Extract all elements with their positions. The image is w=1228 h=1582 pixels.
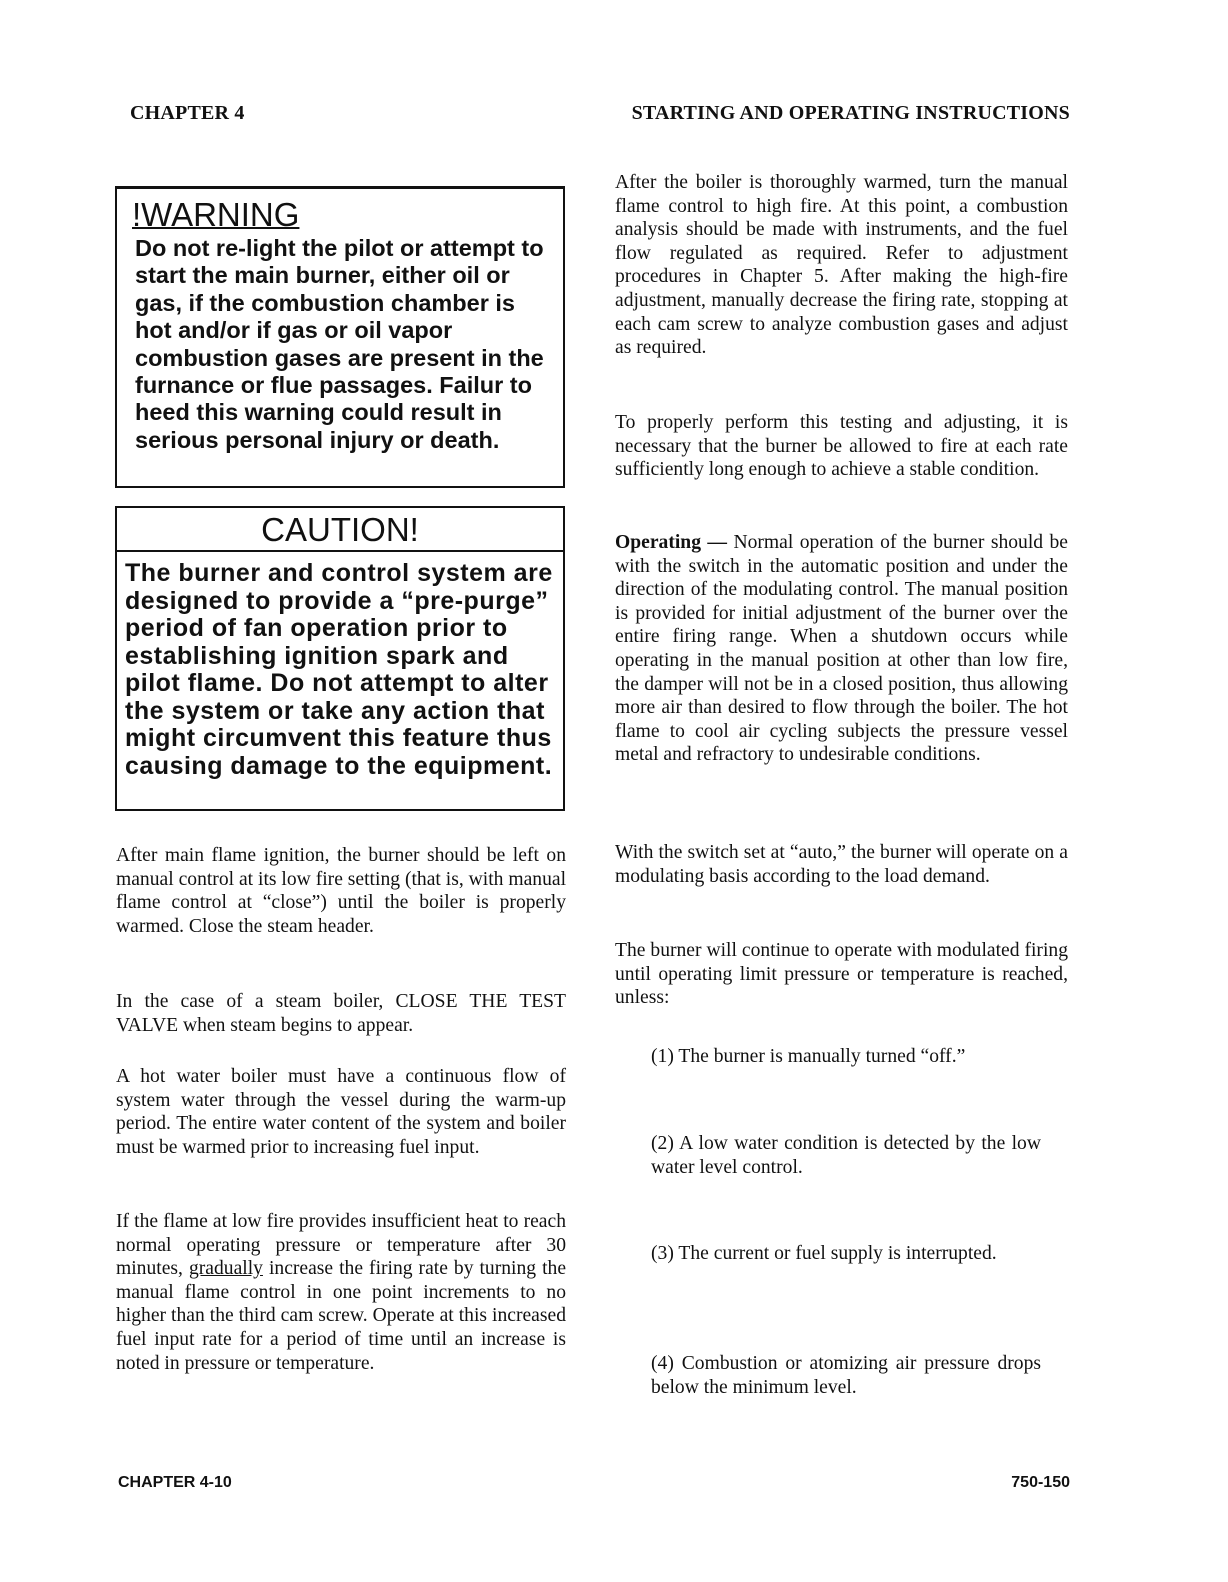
caution-text: The burner and control system are designed to provide a “pre-purge” period of fan operation prior to establishing ignition spark and pilot flame. Do not attempt to alter the system or take any action that might circumvent this feature thus causing damage to the equipment.: [125, 559, 553, 780]
caution-box: [115, 506, 565, 811]
left-paragraph-3: A hot water boiler must have a continuous flow of system water through the vessel during the warm-up period. The entire water content of the system and boiler must be warmed prior to increasing fuel input.: [116, 1066, 566, 1158]
gradually-underlined: gradually: [188, 1258, 263, 1280]
warning-box: [115, 186, 565, 488]
list-item: (1) The burner is manually turned “off.”: [651, 1046, 966, 1067]
caution-title: CAUTION!: [117, 508, 563, 552]
warning-title: !WARNING: [132, 196, 300, 233]
operating-paragraph: Operating — Normal operation of the burner should be with the switch in the automatic position and under the direction of the modulating control. The manual position is provided for initial adjustment of the burner over the entire firing range. When a shutdown occurs while operating in the manual position at other than low fire, the damper will not be in a closed position, thus allowing more air than desired to flow through the boiler. The hot flame to cool air cycling subjects the pressure vessel metal and refractory to undesirable conditions.: [615, 532, 1068, 766]
left-paragraph-4: If the flame at low fire provides insufficient heat to reach normal operating pressure or temperature after 30 minutes, gradually increase the firing rate by turning the manual flame control in one point increments to no higher than the third cam screw. Operate at this increased fuel input rate for a period of time until an increase is noted in pressure or temperature.: [116, 1211, 567, 1374]
footer-doc-number: 750-150: [1011, 1474, 1070, 1491]
warning-text: Do not re-light the pilot or attempt to start the main burner, either oil or gas, if the combustion chamber is hot and/or if gas or oil vapor combustion gases are present in the furnance or flue passages. Failur to heed this warning could result in serious personal injury or death.: [135, 235, 544, 453]
operating-heading: Operating —: [615, 532, 728, 553]
left-paragraph-2: In the case of a steam boiler, CLOSE THE TEST VALVE when steam begins to appear.: [116, 991, 566, 1036]
chapter-label: CHAPTER 4: [130, 102, 245, 124]
right-paragraph-5: The burner will continue to operate with modulated firing until operating limit pressure or temperature is reached, unless:: [615, 940, 1068, 1009]
right-paragraph-1: After the boiler is thoroughly warmed, turn the manual flame control to high fire. At this point, a combustion analysis should be made with instruments, and the fuel flow regulated as required. Refer to adjustment procedures in Chapter 5. After making the high-fire adjustment, manually decrease the firing rate, stopping at each cam screw to analyze combustion gases and adjust as required.: [615, 172, 1068, 359]
list-item: (2) A low water condition is detected by the low water level control.: [651, 1133, 1041, 1178]
right-paragraph-4: With the switch set at “auto,” the burner will operate on a modulating basis according to the load demand.: [615, 842, 1068, 887]
right-paragraph-2: To properly perform this testing and adjusting, it is necessary that the burner be allowed to fire at each rate sufficiently long enough to achieve a stable condition.: [615, 412, 1068, 481]
list-item: (3) The current or fuel supply is interrupted.: [651, 1243, 997, 1264]
section-title: STARTING AND OPERATING INSTRUCTIONS: [631, 102, 1070, 124]
footer-chapter: CHAPTER 4-10: [118, 1474, 232, 1491]
left-paragraph-1: After main flame ignition, the burner should be left on manual control at its low fire setting (that is, with manual flame control at “close”) until the boiler is properly warmed. Close the steam header.: [116, 845, 567, 937]
close-test-valve: CLOSE THE TEST VALVE: [116, 991, 566, 1036]
list-item: (4) Combustion or atomizing air pressure drops below the minimum level.: [651, 1353, 1041, 1398]
